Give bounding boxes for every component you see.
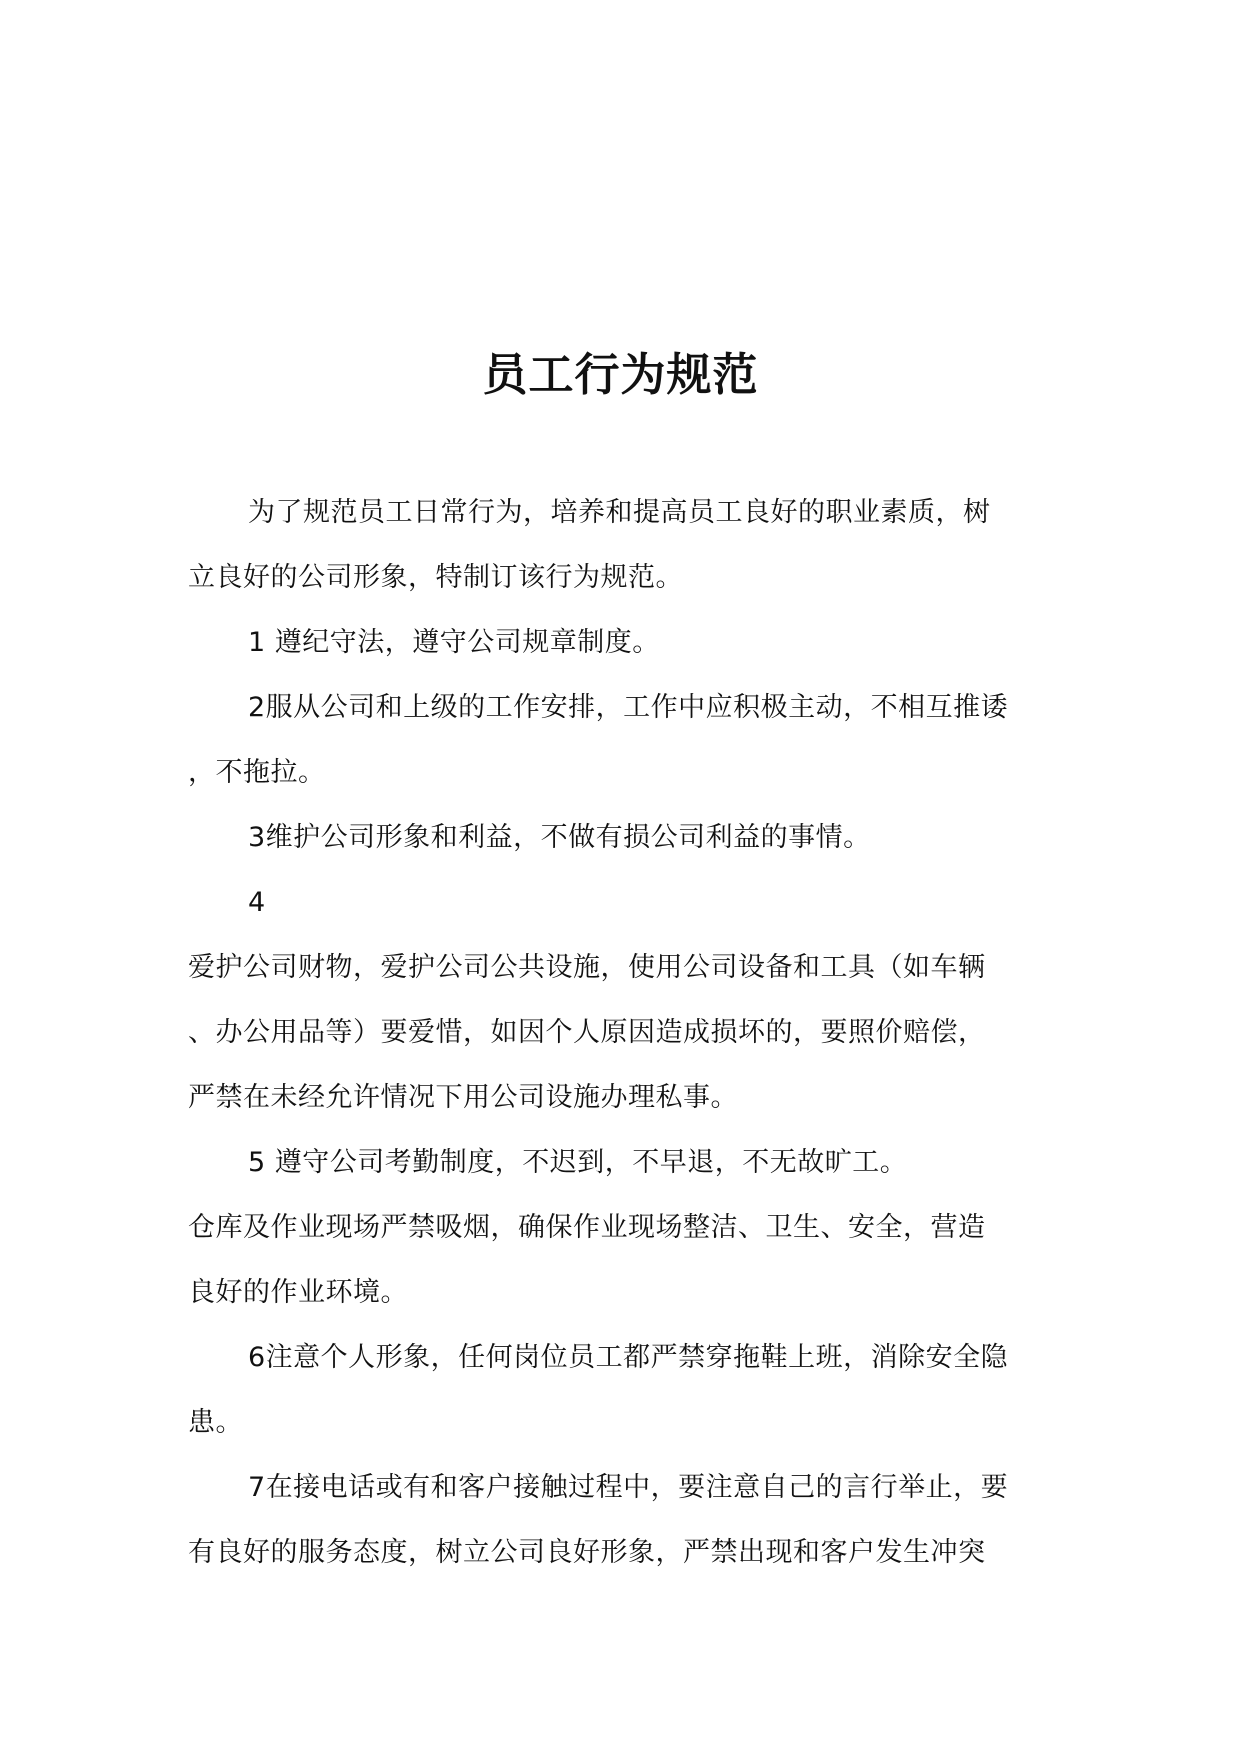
body-line: 良好的作业环境。 (188, 1277, 408, 1308)
body-line: 立良好的公司形象，特制订该行为规范。 (188, 562, 683, 593)
body-line: 1 遵纪守法，遵守公司规章制度。 (248, 627, 660, 658)
body-line: 2服从公司和上级的工作安排，工作中应积极主动，不相互推诿 (248, 692, 1009, 723)
body-line: ，不拖拉。 (188, 757, 326, 788)
body-line: 3维护公司形象和利益，不做有损公司利益的事情。 (248, 822, 871, 853)
document-body (188, 480, 1068, 1585)
body-line: 7在接电话或有和客户接触过程中，要注意自己的言行举止，要 (248, 1472, 1009, 1503)
body-line: 严禁在未经允许情况下用公司设施办理私事。 (188, 1082, 738, 1113)
body-line: 、办公用品等）要爱惜，如因个人原因造成损坏的，要照价赔偿， (188, 1017, 986, 1048)
body-line: 仓库及作业现场严禁吸烟，确保作业现场整洁、卫生、安全，营造 (188, 1212, 986, 1243)
body-line: 5 遵守公司考勤制度，不迟到，不早退，不无故旷工。 (248, 1147, 908, 1178)
document-title: 员工行为规范 (482, 348, 759, 401)
body-line: 爱护公司财物，爱护公司公共设施，使用公司设备和工具（如车辆 (188, 952, 986, 983)
body-line: 4 (248, 887, 266, 918)
body-line: 6注意个人形象，任何岗位员工都严禁穿拖鞋上班，消除安全隐 (248, 1342, 1009, 1373)
body-line: 为了规范员工日常行为，培养和提高员工良好的职业素质，树 (248, 497, 991, 528)
body-line: 患。 (188, 1407, 243, 1438)
body-line: 有良好的服务态度，树立公司良好形象，严禁出现和客户发生冲突 (188, 1537, 986, 1568)
